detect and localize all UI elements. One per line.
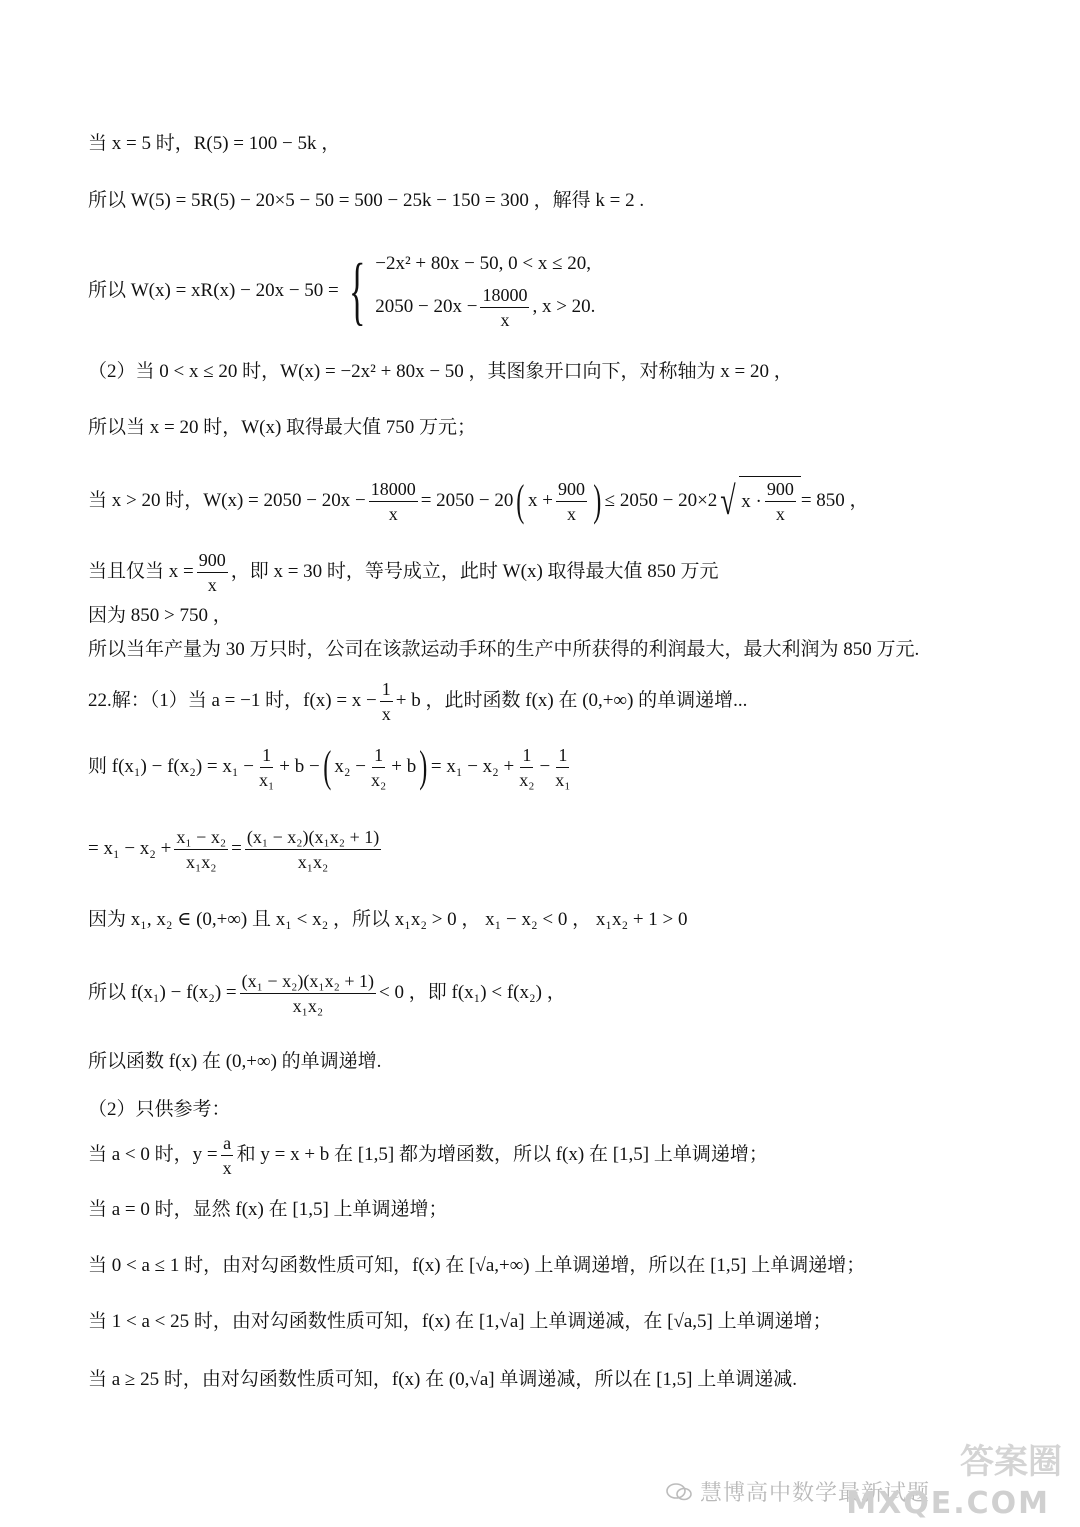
- eq-part-a: 当且仅当 x =: [88, 561, 194, 582]
- piecewise-prefix: 所以 W(x) = xR(x) − 20x − 50 =: [88, 280, 339, 301]
- line-part2-ref: （2）只供参考：: [88, 1099, 231, 1120]
- fraction: [245, 826, 381, 873]
- numerator: 18000: [369, 478, 418, 502]
- ineq-part-f: = 850 ，: [800, 490, 869, 511]
- line-case-a-large: 当 a ≥ 25 时，由对勾函数性质可知，f(x) 在 (0,√a] 单调递减，所以在 [1,5] 上单调递减.: [88, 1369, 798, 1390]
- radical-sign: √: [720, 478, 736, 523]
- denominator: x: [388, 503, 398, 524]
- numerator: a: [221, 1132, 233, 1156]
- diff-part-d: + b: [391, 756, 417, 777]
- numerator: 1: [260, 744, 273, 768]
- denominator: x: [207, 574, 217, 595]
- ineq-part-b: = 2050 − 20: [420, 490, 514, 511]
- numerator: 900: [556, 478, 587, 502]
- line-sign: [88, 966, 1020, 1020]
- denominator: x: [222, 1157, 232, 1178]
- denominator: x₂: [519, 769, 535, 790]
- piecewise-cases: [375, 252, 595, 331]
- fraction: [765, 478, 796, 525]
- numerator: (x₁ − x₂)(x₁x₂ + 1): [245, 826, 381, 850]
- watermark-account-text: 慧博高中数学最新试题: [699, 1481, 930, 1506]
- fraction: [197, 549, 228, 596]
- fraction: [380, 678, 393, 725]
- wechat-icon: [666, 1483, 692, 1501]
- line-q22: [88, 676, 1020, 726]
- line-equality-condition: [88, 546, 1020, 598]
- numerator: 18000: [480, 284, 529, 308]
- line-case-a-zero: 当 a = 0 时，显然 f(x) 在 [1,5] 上单调递增；: [88, 1199, 448, 1220]
- square-root: [717, 476, 801, 526]
- numerator: (x₁ − x₂)(x₁x₂ + 1): [240, 970, 376, 994]
- line-difference: [88, 740, 1020, 794]
- sign-part-b: < 0 ，即 f(x₁) < f(x₂) ，: [379, 982, 566, 1003]
- ineq-part-e: x ·: [741, 490, 762, 512]
- line-part2-quadratic: （2）当 0 < x ≤ 20 时，W(x) = −2x² + 80x − 50 ，其图象开口向下，对称轴为 x = 20 ，: [88, 361, 793, 382]
- case-neg-part-a: 当 a < 0 时，y =: [88, 1144, 218, 1165]
- line-case-a-mid: 当 1 < a < 25 时，由对勾函数性质可知，f(x) 在 [1,√a] 上单调递减，在 [√a,5] 上单调递增；: [88, 1311, 832, 1332]
- denominator: x: [500, 309, 510, 330]
- line-case-a-neg: [88, 1130, 1020, 1180]
- ineq-part-c: x +: [528, 490, 554, 511]
- fraction: [174, 826, 228, 873]
- denominator: x: [381, 703, 391, 724]
- diff-part-f: −: [539, 756, 551, 777]
- diff-part-a: 则 f(x₁) − f(x₂) = x₁ −: [88, 756, 254, 777]
- case-2: [375, 284, 595, 331]
- line-monotone: 所以函数 f(x) 在 (0,+∞) 的单调递增.: [88, 1051, 382, 1072]
- line-simplify: [88, 822, 1020, 876]
- line-conclusion: 所以当年产量为 30 万只时，公司在该款运动手环的生产中所获得的利润最大，最大利润为 850 万元.: [88, 639, 920, 660]
- line-r5: 当 x = 5 时，R(5) = 100 − 5k ，: [88, 133, 341, 154]
- numerator: 900: [197, 549, 228, 573]
- left-brace: {: [348, 249, 366, 333]
- right-paren: ): [593, 476, 602, 525]
- radicand: [739, 476, 801, 526]
- fraction: [517, 744, 536, 791]
- numerator: 900: [765, 478, 796, 502]
- case-2-cond: , x > 20.: [532, 296, 596, 317]
- q22-part-b: + b ，此时函数 f(x) 在 (0,+∞) 的单调递增...: [395, 690, 748, 711]
- denominator: x₁x₂: [297, 851, 329, 872]
- case-2-expr: 2050 − 20x −: [375, 296, 478, 317]
- watermark-site: MXQE.COM: [846, 1486, 1050, 1521]
- left-paren: (: [323, 742, 332, 791]
- denominator: x₁: [555, 769, 571, 790]
- fraction: [553, 744, 572, 791]
- line-since: 因为 x₁, x₂ ∈ (0,+∞) 且 x₁ < x₂ ，所以 x₁x₂ > 0 ， x₁ − x₂ < 0 ， x₁x₂ + 1 > 0: [88, 909, 688, 930]
- denominator: x₁x₂: [185, 851, 217, 872]
- denominator: x₁x₂: [292, 995, 324, 1016]
- line-max-750: 所以当 x = 20 时，W(x) 取得最大值 750 万元；: [88, 417, 477, 438]
- fraction: [369, 478, 418, 525]
- fraction: [369, 744, 388, 791]
- numerator: 1: [380, 678, 393, 702]
- case-neg-part-b: 和 y = x + b 在 [1,5] 都为增函数，所以 f(x) 在 [1,5] 上单调递增；: [236, 1144, 768, 1165]
- right-paren: ): [419, 742, 428, 791]
- diff-part-e: = x₁ − x₂ +: [430, 756, 515, 777]
- sign-part-a: 所以 f(x₁) − f(x₂) =: [88, 982, 237, 1003]
- line-compare: 因为 850 > 750 ，: [88, 605, 232, 626]
- denominator: x: [567, 503, 577, 524]
- eq-part-b: ，即 x = 30 时，等号成立，此时 W(x) 取得最大值 850 万元: [230, 561, 719, 582]
- case-1: −2x² + 80x − 50, 0 < x ≤ 20,: [375, 252, 592, 274]
- numerator: 1: [556, 744, 569, 768]
- fraction: [257, 744, 276, 791]
- line-piecewise: [88, 249, 1020, 333]
- denominator: x₁: [258, 769, 275, 790]
- diff-part-b: + b −: [279, 756, 320, 777]
- watermark-brand: 答案圈: [960, 1442, 1062, 1482]
- q22-part-a: 22.解：（1）当 a = −1 时，f(x) = x −: [88, 690, 377, 711]
- left-paren: (: [516, 476, 525, 525]
- denominator: x₂: [370, 769, 387, 790]
- fraction: [240, 970, 376, 1017]
- ineq-part-d: ≤ 2050 − 20×2: [604, 490, 718, 511]
- denominator: x: [775, 504, 785, 524]
- simp-part-a: = x₁ − x₂ +: [88, 838, 172, 859]
- line-case-a-small: 当 0 < a ≤ 1 时，由对勾函数性质可知，f(x) 在 [√a,+∞) 上单调递增，所以在 [1,5] 上单调递增；: [88, 1255, 866, 1276]
- numerator: 1: [372, 744, 385, 768]
- diff-part-c: x₂ −: [334, 756, 366, 777]
- fraction: [480, 284, 529, 331]
- fraction: [221, 1132, 234, 1179]
- numerator: 1: [520, 744, 533, 768]
- fraction: [556, 478, 587, 525]
- line-inequality: [88, 474, 1020, 528]
- line-w5: 所以 W(5) = 5R(5) − 20×5 − 50 = 500 − 25k − 150 = 300 ，解得 k = 2 .: [88, 190, 645, 211]
- ineq-part-a: 当 x > 20 时，W(x) = 2050 − 20x −: [88, 490, 366, 511]
- numerator: x₁ − x₂: [174, 826, 228, 850]
- simp-part-b: =: [231, 838, 242, 859]
